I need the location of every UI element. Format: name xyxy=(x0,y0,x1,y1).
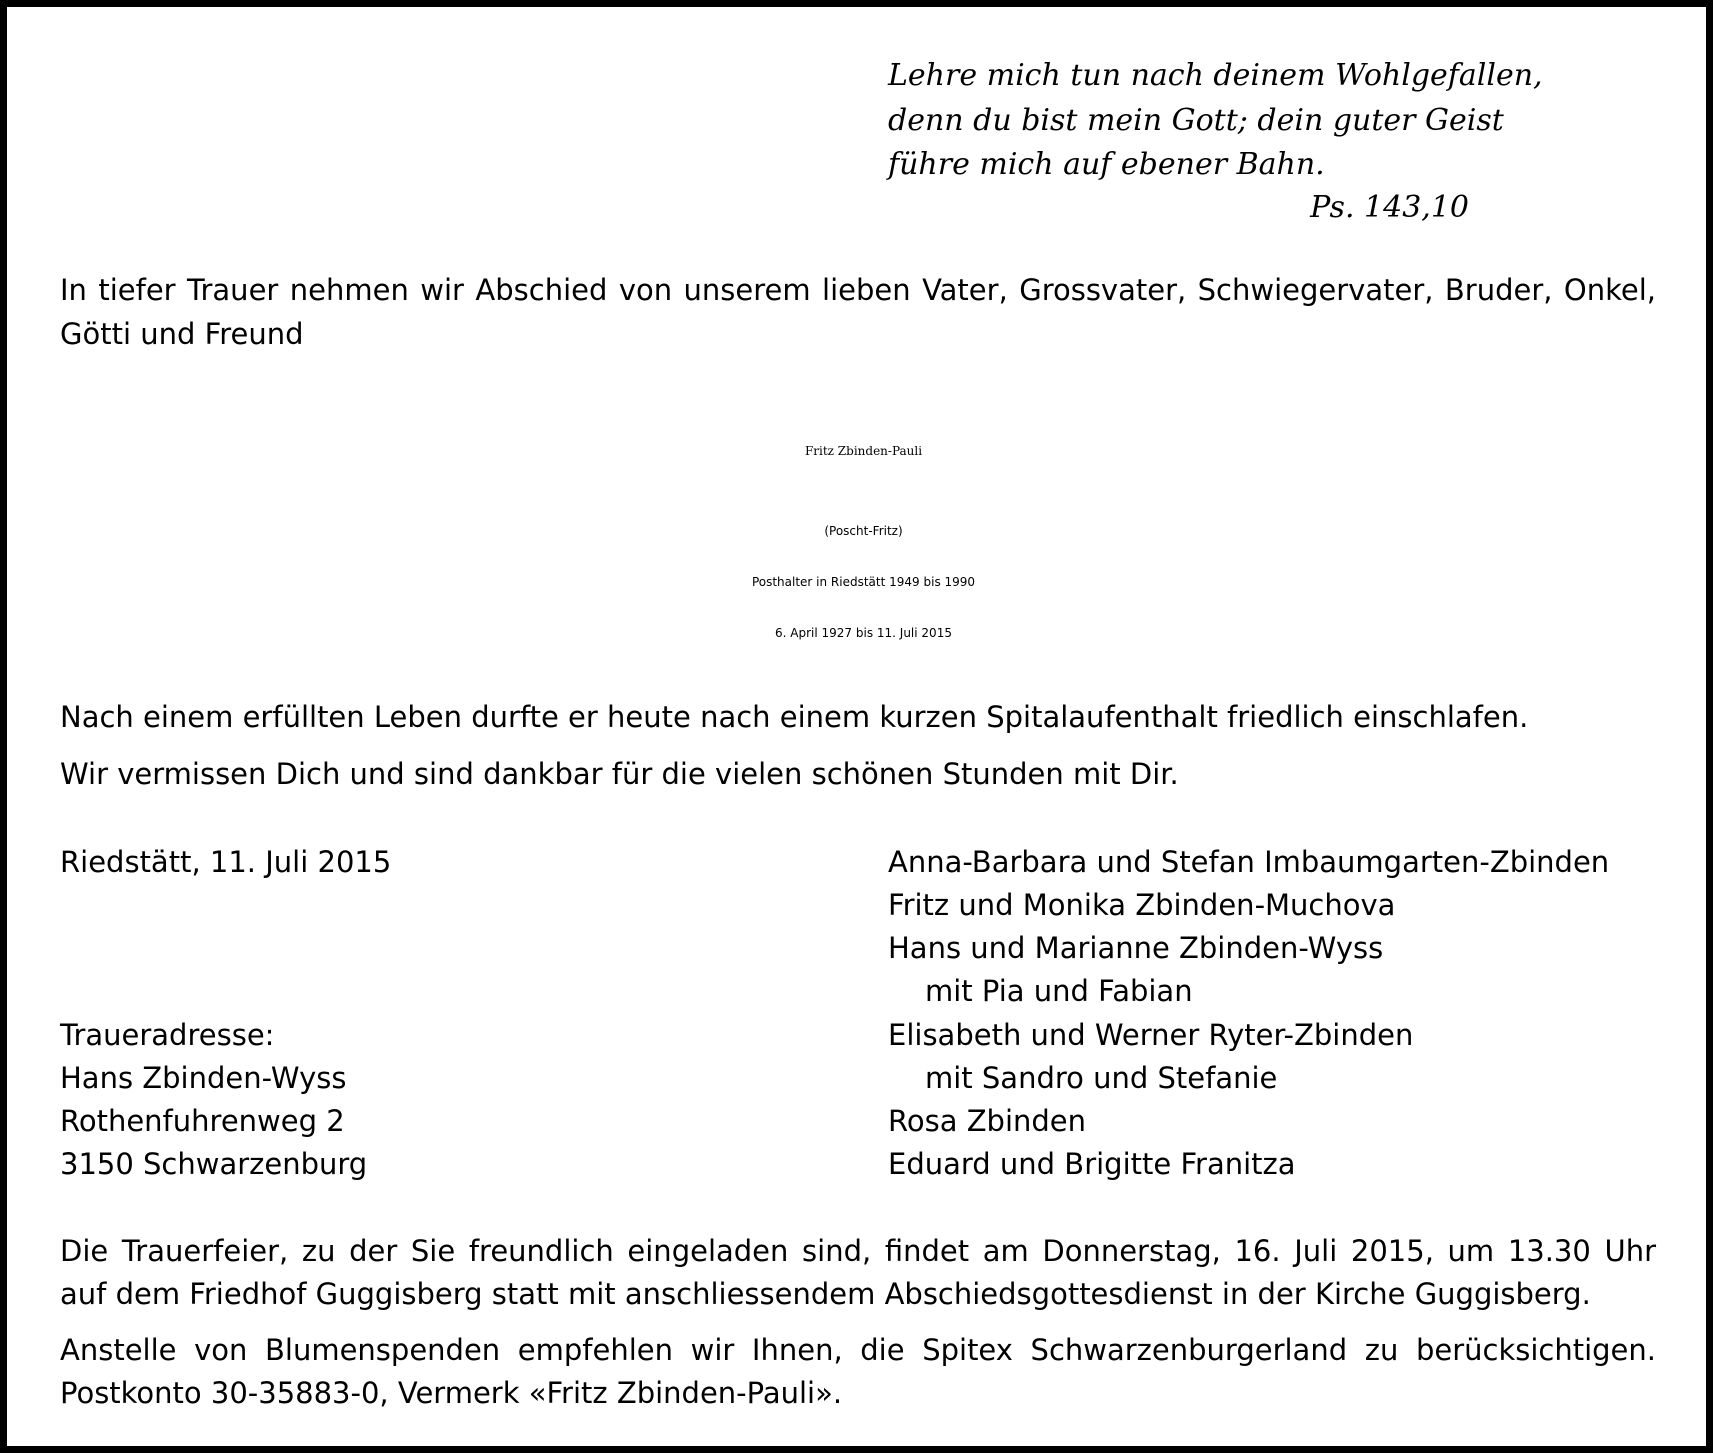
address-name: Hans Zbinden-Wyss xyxy=(60,1061,347,1095)
ceremony-line-2: auf dem Friedhof Guggisberg statt mit anschliessendem Abschiedsgottesdienst in der Kirche Guggisberg. xyxy=(60,1277,1591,1311)
deceased-dates: 6. April 1927 bis 11. Juli 2015 xyxy=(775,626,952,640)
quote-line-2: denn du bist mein Gott; dein guter Geist xyxy=(888,103,1504,138)
quote-line-3: führe mich auf ebener Bahn. xyxy=(888,147,1325,182)
deceased-nickname: (Poscht-Fritz) xyxy=(824,524,903,538)
donation-line-2: Postkonto 30-35883-0, Vermerk «Fritz Zbinden-Pauli». xyxy=(60,1376,843,1410)
mourner-subentry: mit Pia und Fabian xyxy=(925,974,1193,1008)
deceased-role: Posthalter in Riedstätt 1949 bis 1990 xyxy=(751,575,976,589)
ceremony-line-1: Die Trauerfeier, zu der Sie freundlich eingeladen sind, findet am Donnerstag, 16. Juli 2015, um 13.30 Uhr xyxy=(60,1234,1656,1268)
quote-line-1: Lehre mich tun nach deinem Wohlgefallen, xyxy=(888,58,1543,93)
address-street: Rothenfuhrenweg 2 xyxy=(60,1104,345,1138)
place-date: Riedstätt, 11. Juli 2015 xyxy=(60,845,392,879)
mourner-entry: Fritz und Monika Zbinden-Muchova xyxy=(888,888,1396,922)
address-city: 3150 Schwarzenburg xyxy=(60,1147,368,1181)
mourner-entry: Anna-Barbara und Stefan Imbaumgarten-Zbinden xyxy=(888,845,1610,879)
intro-line-2: Götti und Freund xyxy=(60,317,304,351)
donation-line-1: Anstelle von Blumenspenden empfehlen wir Ihnen, die Spitex Schwarzenburgerland zu berücksichtigen. xyxy=(60,1333,1656,1367)
mourner-subentry: mit Sandro und Stefanie xyxy=(925,1061,1278,1095)
quote-source: Ps. 143,10 xyxy=(1310,190,1469,225)
message-line-1: Nach einem erfüllten Leben durfte er heute nach einem kurzen Spitalaufenthalt friedlich einschlafen. xyxy=(60,700,1529,734)
mourner-entry: Hans und Marianne Zbinden-Wyss xyxy=(888,931,1384,965)
mourner-entry: Rosa Zbinden xyxy=(888,1104,1087,1138)
mourner-entry: Elisabeth und Werner Ryter-Zbinden xyxy=(888,1018,1414,1052)
deceased-name: Fritz Zbinden-Pauli xyxy=(804,444,923,458)
intro-line-1: In tiefer Trauer nehmen wir Abschied von unserem lieben Vater, Grossvater, Schwiegervater, Bruder, Onkel, xyxy=(60,273,1656,307)
message-line-2: Wir vermissen Dich und sind dankbar für die vielen schönen Stunden mit Dir. xyxy=(60,757,1179,791)
address-heading: Traueradresse: xyxy=(60,1018,275,1052)
mourner-entry: Eduard und Brigitte Franitza xyxy=(888,1147,1296,1181)
